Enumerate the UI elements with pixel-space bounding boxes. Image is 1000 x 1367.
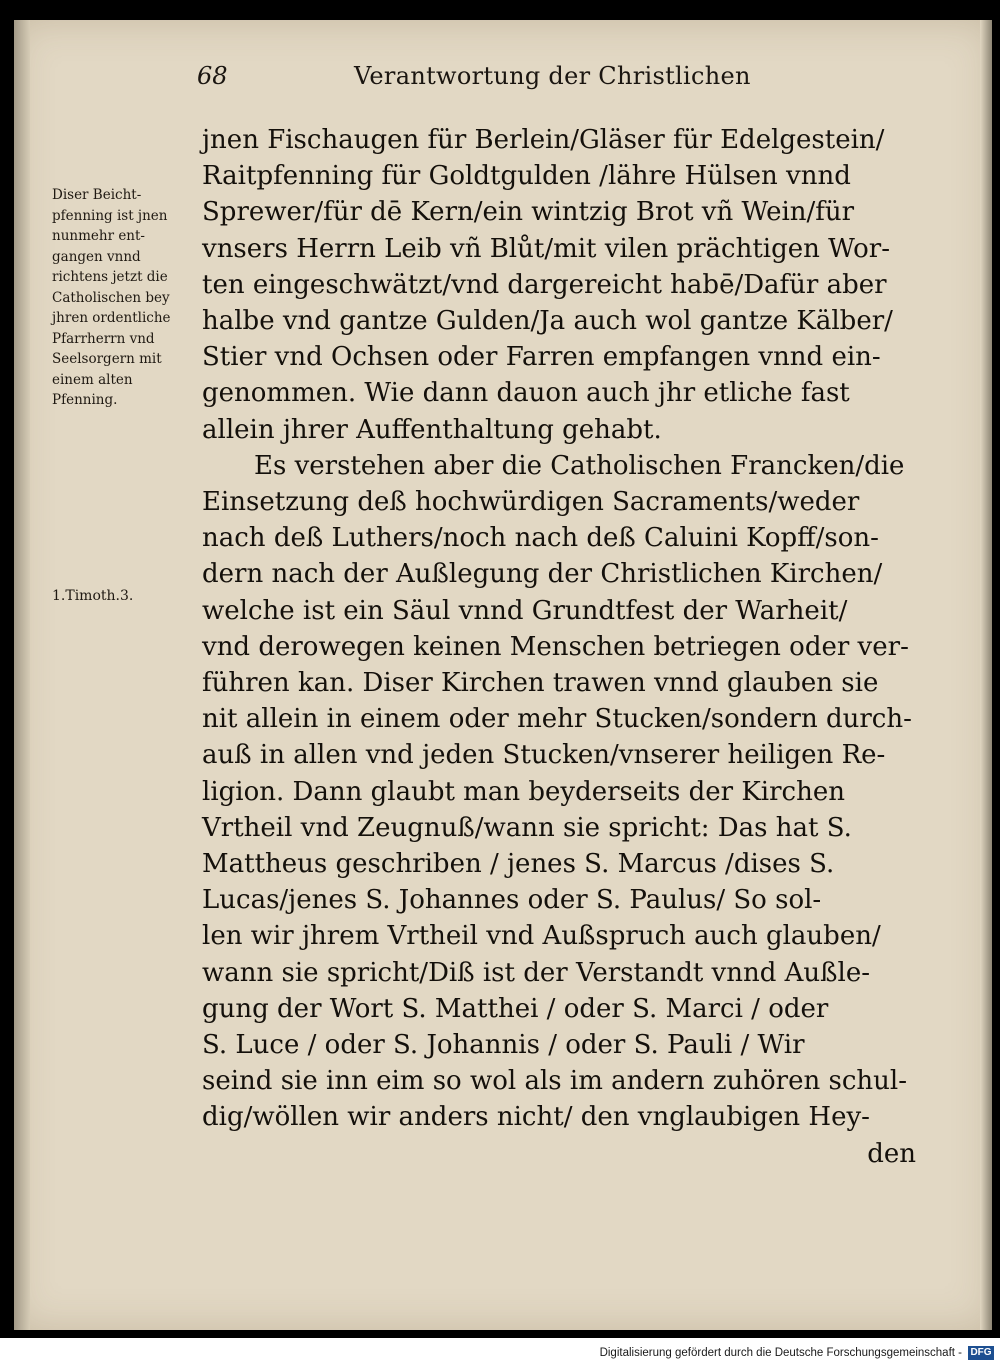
page-number: 68 — [197, 62, 228, 90]
text-line: seind sie inn eim so wol als im andern zuhören schul- — [202, 1066, 907, 1097]
text-line: halbe vnd gantze Gulden/Ja auch wol gantze Kälber/ — [202, 306, 893, 337]
body-text — [202, 122, 922, 1172]
text-line: Sprewer/für dē Kern/ein wintzig Brot vñ Wein/für — [202, 197, 855, 228]
text-line: Mattheus geschriben / jenes S. Marcus /dises S. — [202, 849, 835, 880]
text-line: nach deß Luthers/noch nach deß Caluini Kopff/son- — [202, 523, 879, 554]
text-line: vnd derowegen keinen Menschen betriegen oder ver- — [202, 631, 909, 662]
marginal-note — [52, 185, 202, 411]
text-line: Einsetzung deß hochwürdigen Sacraments/weder — [202, 487, 860, 518]
text-line: Raitpfenning für Goldtgulden /lähre Hülsen vnnd — [202, 161, 851, 192]
marginal-note-line: nunmehr ent- — [52, 228, 145, 244]
text-line: wann sie spricht/Diß ist der Verstandt vnnd Außle- — [202, 957, 871, 988]
text-line: S. Luce / oder S. Johannis / oder S. Pauli / Wir — [202, 1030, 805, 1061]
text-line: ten eingeschwätzt/vnd dargereicht habē/Dafür aber — [202, 269, 887, 300]
text-line: ligion. Dann glaubt man beyderseits der Kirchen — [202, 776, 845, 807]
running-head: Verantwortung der Christlichen — [354, 62, 751, 90]
catchword: den — [867, 1138, 916, 1169]
marginal-note-line: einem alten — [52, 371, 133, 388]
marginal-note-line: pfenning ist jnen — [52, 207, 168, 224]
text-line: führen kan. Diser Kirchen trawen vnnd glauben sie — [202, 668, 879, 699]
text-line: welche ist ein Säul vnnd Grundtfest der Warheit/ — [202, 595, 848, 626]
text-line: genommen. Wie dann dauon auch jhr etliche fast — [202, 378, 850, 409]
text-line: gung der Wort S. Matthei / oder S. Marci / oder — [202, 993, 829, 1024]
marginal-note-line: richtens jetzt die — [52, 269, 168, 285]
text-line: Vrtheil vnd Zeugnuß/wann sie spricht: Das hat S. — [202, 812, 852, 843]
text-line: nit allein in einem oder mehr Stucken/sondern durch- — [202, 704, 912, 735]
text-line: vnsers Herrn Leib vñ Blůt/mit vilen prächtigen Wor- — [202, 233, 890, 264]
text-line: Stier vnd Ochsen oder Farren empfangen vnnd ein- — [202, 342, 881, 373]
marginal-note-line: Diser Beicht- — [52, 187, 142, 203]
text-line: allein jhrer Auffenthaltung gehabt. — [202, 414, 662, 445]
page-edge — [980, 20, 992, 1330]
text-line: dig/wöllen wir anders nicht/ den vnglaubigen Hey- — [202, 1102, 870, 1133]
marginal-note-line: Pfarrherrn vnd — [52, 330, 155, 347]
book-page — [14, 20, 992, 1330]
marginal-note-line: gangen vnnd — [52, 248, 141, 265]
text-line: dern nach der Außlegung der Christlichen Kirchen/ — [202, 559, 883, 590]
marginal-note-line: Seelsorgern mit — [52, 351, 162, 367]
marginal-note-line: Catholischen bey — [52, 289, 170, 306]
marginal-note-line: jhren ordentliche — [52, 310, 171, 326]
digitization-footer — [0, 1338, 1000, 1367]
text-line: len wir jhrem Vrtheil vnd Außspruch auch glauben/ — [202, 921, 881, 952]
page-header — [14, 62, 992, 102]
text-line: auß in allen vnd jeden Stucken/vnserer heiligen Re- — [202, 740, 886, 771]
text-line: Lucas/jenes S. Johannes oder S. Paulus/ So sol- — [202, 885, 822, 916]
page-gutter — [14, 20, 30, 1330]
text-line: jnen Fischaugen für Berlein/Gläser für Edelgestein/ — [202, 125, 885, 155]
marginal-reference: 1.Timoth.3. — [52, 588, 134, 604]
funding-credit: Digitalisierung gefördert durch die Deutsche Forschungsgemeinschaft - — [599, 1347, 962, 1359]
dfg-logo: DFG — [968, 1346, 994, 1360]
text-line: Es verstehen aber die Catholischen Francken/die — [254, 450, 905, 481]
marginal-note-line: Pfenning. — [52, 392, 118, 408]
